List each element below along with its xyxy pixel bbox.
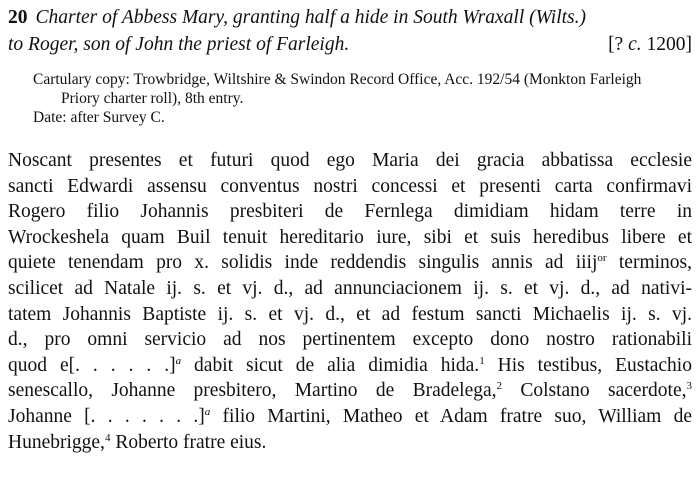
text-segment: Johanne [. . . . . . .] [8,405,205,427]
text-line: Rogero filio Johannis presbiteri de Fernlega dimidiam hidam terre in [8,201,692,223]
text-line [8,404,692,430]
footnote-marker-a: a [204,405,211,418]
text-line: tatem Johannis Baptiste ij. s. et vj. d., et ad festum sancti Michaelis ij. s. vj. [8,303,692,325]
editorial-notes [33,70,683,127]
charter-text [8,148,692,455]
charter-title-line-2: to Roger, son of John the priest of Farleigh. [8,34,350,55]
heading-line-2 [8,31,692,58]
charter-title-line-1: Charter of Abbess Mary, granting half a hide in South Wraxall (Wilts.) [35,7,587,28]
footnote-marker-1: 1 [479,354,485,367]
footnote-marker-4: 4 [104,431,111,444]
text-line: Noscant presentes et futuri quod ego Maria dei gracia abbatissa ecclesie [8,150,692,171]
text-segment: dabit sicut de alia dimidia hida. [181,354,480,376]
heading-line-1 [8,4,692,31]
charter-date [608,31,692,58]
text-line: d., pro omni servicio ad nos pertinentem excepto dono nostro rationabili [8,329,692,351]
text-line [8,353,692,379]
text-segment: quiete tenendam pro x. solidis inde reddendis singulis annis ad iiij [8,252,598,274]
text-segment: terminos, [606,252,693,274]
date-circa: c. [628,34,642,55]
text-line: Wrockeshela quam Buil tenuit hereditario iure, sibi et suis heredibus libere et [8,226,692,248]
text-line [8,430,692,456]
cartulary-note: Cartulary copy: Trowbridge, Wiltshire & Swindon Record Office, Acc. 192/54 (Monkton Farleigh Priory charter roll), 8th entry. [33,71,642,107]
date-open: [? [608,34,629,55]
text-line: scilicet ad Natale ij. s. et vj. d., ad annunciacionem ij. s. et vj. d., ad nativi- [8,277,692,299]
text-segment: His testibus, Eustachio [484,354,692,376]
charter-heading [8,4,692,58]
date-year: 1200] [641,34,692,55]
text-segment: Colstano sacerdote, [502,380,687,402]
text-line [8,378,692,404]
text-segment: senescallo, Johanne presbitero, Martino de Bradelega, [8,380,497,402]
text-segment: filio Martini, Matheo et Adam fratre suo, William de [210,405,692,427]
heading-title-first-part [8,4,586,31]
text-segment: quod e[. . . . . .] [8,354,176,376]
text-segment: Roberto fratre eius. [110,431,267,453]
footnote-marker-a: a [175,354,182,367]
footnote-marker-3: 3 [686,380,692,393]
text-segment: Hunebrigge, [8,431,105,453]
footnote-marker-2: 2 [496,380,503,393]
text-line: sancti Edwardi assensu conventus nostri concessi et presenti carta confirmavi [8,175,692,197]
text-line [8,250,692,276]
charter-number: 20 [8,7,28,28]
date-note: Date: after Survey C. [33,109,165,126]
superscript-or: or [597,252,607,265]
